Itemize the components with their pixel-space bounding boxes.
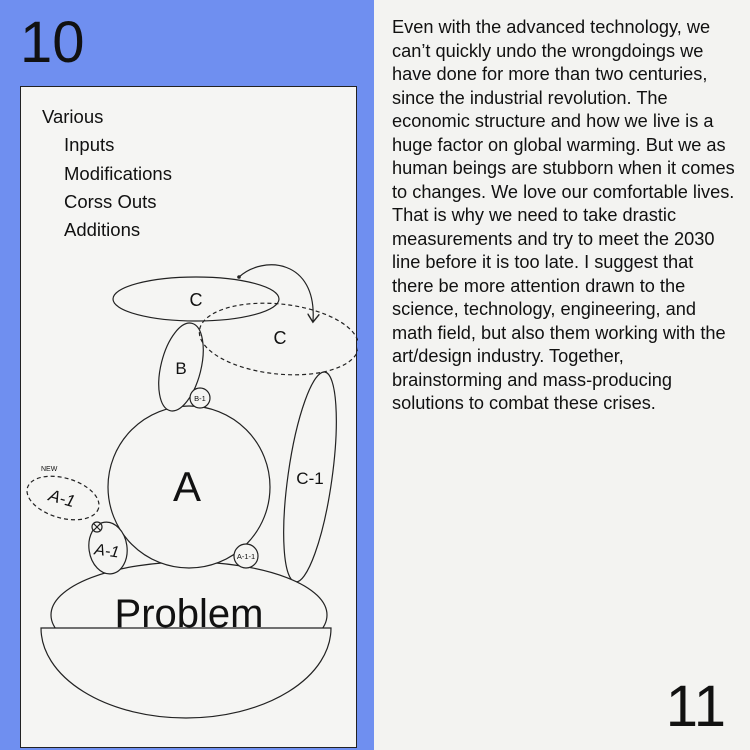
legend-item-modifications: Modifications: [64, 162, 172, 184]
left-page: [0, 0, 374, 750]
label-a11: A-1-1: [236, 552, 256, 561]
label-c-top: C: [189, 290, 203, 310]
bubble-diagram: [21, 87, 358, 749]
cross-out-icon: [92, 522, 102, 532]
label-new-tag: NEW: [41, 466, 58, 473]
bowl-shape: [41, 628, 331, 718]
label-a: A: [172, 463, 202, 510]
page-number-left: 10: [20, 10, 85, 75]
label-a1-new: A-1: [46, 485, 78, 512]
label-b: B: [175, 359, 187, 378]
label-a1: A-1: [93, 541, 121, 562]
essay-paragraph: Even with the advanced technology, we can’t quickly undo the wrongdoings we have done for more than two centuries, since the industrial revolution. The economic structure and how we live is a huge factor on global warming. But we as human beings are stubborn when it comes to changes. We love our comfortable lives. That is why we need to take drastic measurements and try to meet the 2030 line before it is too late. I suggest that there be more attention drawn to the science, technology, engineering, and math field, but also them working with the art/design industry. Together, brainstorming and mass-producing solutions to combat these crises.: [392, 17, 735, 413]
legend-item-additions: Additions: [64, 219, 141, 241]
diagram-card: [20, 86, 357, 748]
label-c-dashed: C: [273, 328, 287, 348]
label-problem: Problem: [114, 592, 264, 636]
legend-heading: Various: [42, 106, 104, 127]
page-number-right: 11: [665, 674, 726, 739]
label-b1: B-1: [194, 394, 206, 403]
legend-item-cross-outs: Corss Outs: [64, 190, 157, 212]
legend-item-inputs: Inputs: [64, 134, 115, 156]
label-c1: C-1: [296, 469, 324, 488]
